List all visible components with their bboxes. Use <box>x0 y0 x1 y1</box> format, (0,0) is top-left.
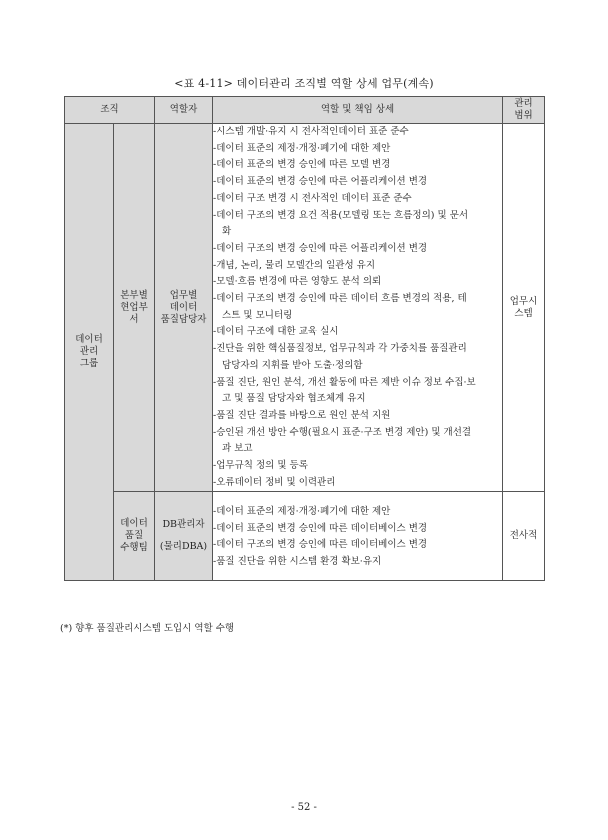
duty-line: -업무규칙 정의 및 등록 <box>213 460 308 472</box>
duty-line: -데이터 표준의 제정·개정·폐기에 대한 제안 <box>213 142 391 154</box>
duty-line: -모델·흐름 변경에 따른 영향도 분석 의뢰 <box>213 276 382 288</box>
header-role: 역할자 <box>155 97 213 124</box>
role-cell <box>155 124 213 492</box>
header-scope-line1: 관리 <box>514 98 533 109</box>
table-row <box>65 492 545 581</box>
unit-line: 현업부 <box>120 301 148 313</box>
scope-cell <box>503 124 545 492</box>
unit-line: 데이터 <box>120 518 148 530</box>
duty-line: -데이터 구조의 변경 요건 적용(모델링 또는 흐름정의) 및 문서 <box>213 209 469 221</box>
duty-line: 담당자의 지휘를 받아 도출·정의함 <box>222 359 363 371</box>
role-line: 업무별 <box>169 289 198 301</box>
role-cell <box>155 492 213 581</box>
header-org: 조직 <box>65 97 155 124</box>
unit-cell <box>114 124 155 492</box>
role-line: 데이터 <box>169 301 198 313</box>
duty-line: -데이터 구조의 변경 승인에 따른 어플리케이션 변경 <box>213 242 428 254</box>
group-line: 데이터 <box>75 334 103 346</box>
role-detail-table <box>64 96 545 581</box>
duty-line: -데이터 구조에 대한 교육 실시 <box>213 326 339 338</box>
duty-line: -품질 진단 결과를 바탕으로 원인 분석 지원 <box>213 409 391 421</box>
header-scope-line2: 범위 <box>514 110 533 121</box>
scope-line: 업무시 <box>509 295 538 307</box>
unit-line: 품질 <box>124 530 144 542</box>
duty-line: -데이터 표준의 제정·개정·폐기에 대한 제안 <box>213 506 391 518</box>
duty-line: -시스템 개발·유지 시 전사적인데이터 표준 준수 <box>213 126 409 137</box>
duty-line: -데이터 구조 변경 시 전사적인 데이터 표준 준수 <box>213 192 412 204</box>
unit-line: 수행팀 <box>120 542 148 554</box>
header-scope <box>503 97 545 124</box>
duty-line: 스트 및 모니터링 <box>222 309 293 321</box>
duty-line: 화 <box>222 226 232 238</box>
duty-line: -데이터 표준의 변경 승인에 따른 모델 변경 <box>213 159 391 171</box>
duty-line: -데이터 표준의 변경 승인에 따른 데이터베이스 변경 <box>213 522 428 534</box>
duty-line: -승인된 개선 방안 수행(필요시 표준·구조 변경 제안) 및 개선결 <box>213 426 472 438</box>
duty-line: -품질 진단, 원인 분석, 개선 활동에 따른 제반 이슈 정보 수집·보 <box>213 376 476 388</box>
duty-line: -데이터 구조의 변경 승인에 따른 데이터 흐름 변경의 적용, 테 <box>213 293 467 305</box>
scope-line: 전사적 <box>509 530 538 542</box>
duty-line: -데이터 구조의 변경 승인에 따른 데이터베이스 변경 <box>213 539 428 551</box>
duty-line: 고 및 품질 담당자와 협조체계 유지 <box>222 393 366 405</box>
duty-line: 과 보고 <box>222 443 253 455</box>
duty-line: -진단을 위한 핵심품질정보, 업무규칙과 각 가중치를 품질관리 <box>213 343 467 355</box>
table-caption: <표 4-11> 데이터관리 조직별 역할 상세 업무(계속) <box>174 77 434 90</box>
duty-line: -개념, 논리, 물리 모델간의 일관성 유지 <box>213 259 376 271</box>
duty-line: -데이터 표준의 변경 승인에 따른 어플리케이션 변경 <box>213 176 428 188</box>
page-number: - 52 - <box>291 802 317 813</box>
duties-cell <box>213 492 503 581</box>
role-line: 품질담당자 <box>160 313 207 325</box>
duty-line: -품질 진단을 위한 시스템 환경 확보·유지 <box>213 555 382 567</box>
header-row <box>65 97 545 124</box>
table-row <box>65 124 545 492</box>
scope-line: 스템 <box>514 307 533 319</box>
role-line: (물리DBA) <box>159 541 208 553</box>
unit-cell <box>114 492 155 581</box>
footnote: (*) 향후 품질관리시스템 도입시 역할 수행 <box>60 623 235 634</box>
group-cell <box>65 124 114 581</box>
header-duties: 역할 및 책임 상세 <box>213 97 503 124</box>
role-line: DB관리자 <box>162 519 205 531</box>
unit-line: 서 <box>129 313 139 325</box>
scope-cell <box>503 492 545 581</box>
duty-line: -오류데이터 정비 및 이력관리 <box>213 476 336 488</box>
group-line: 관리 <box>79 346 99 358</box>
unit-line: 본부별 <box>120 289 148 301</box>
duties-cell <box>213 124 503 492</box>
group-line: 그룹 <box>79 358 99 370</box>
